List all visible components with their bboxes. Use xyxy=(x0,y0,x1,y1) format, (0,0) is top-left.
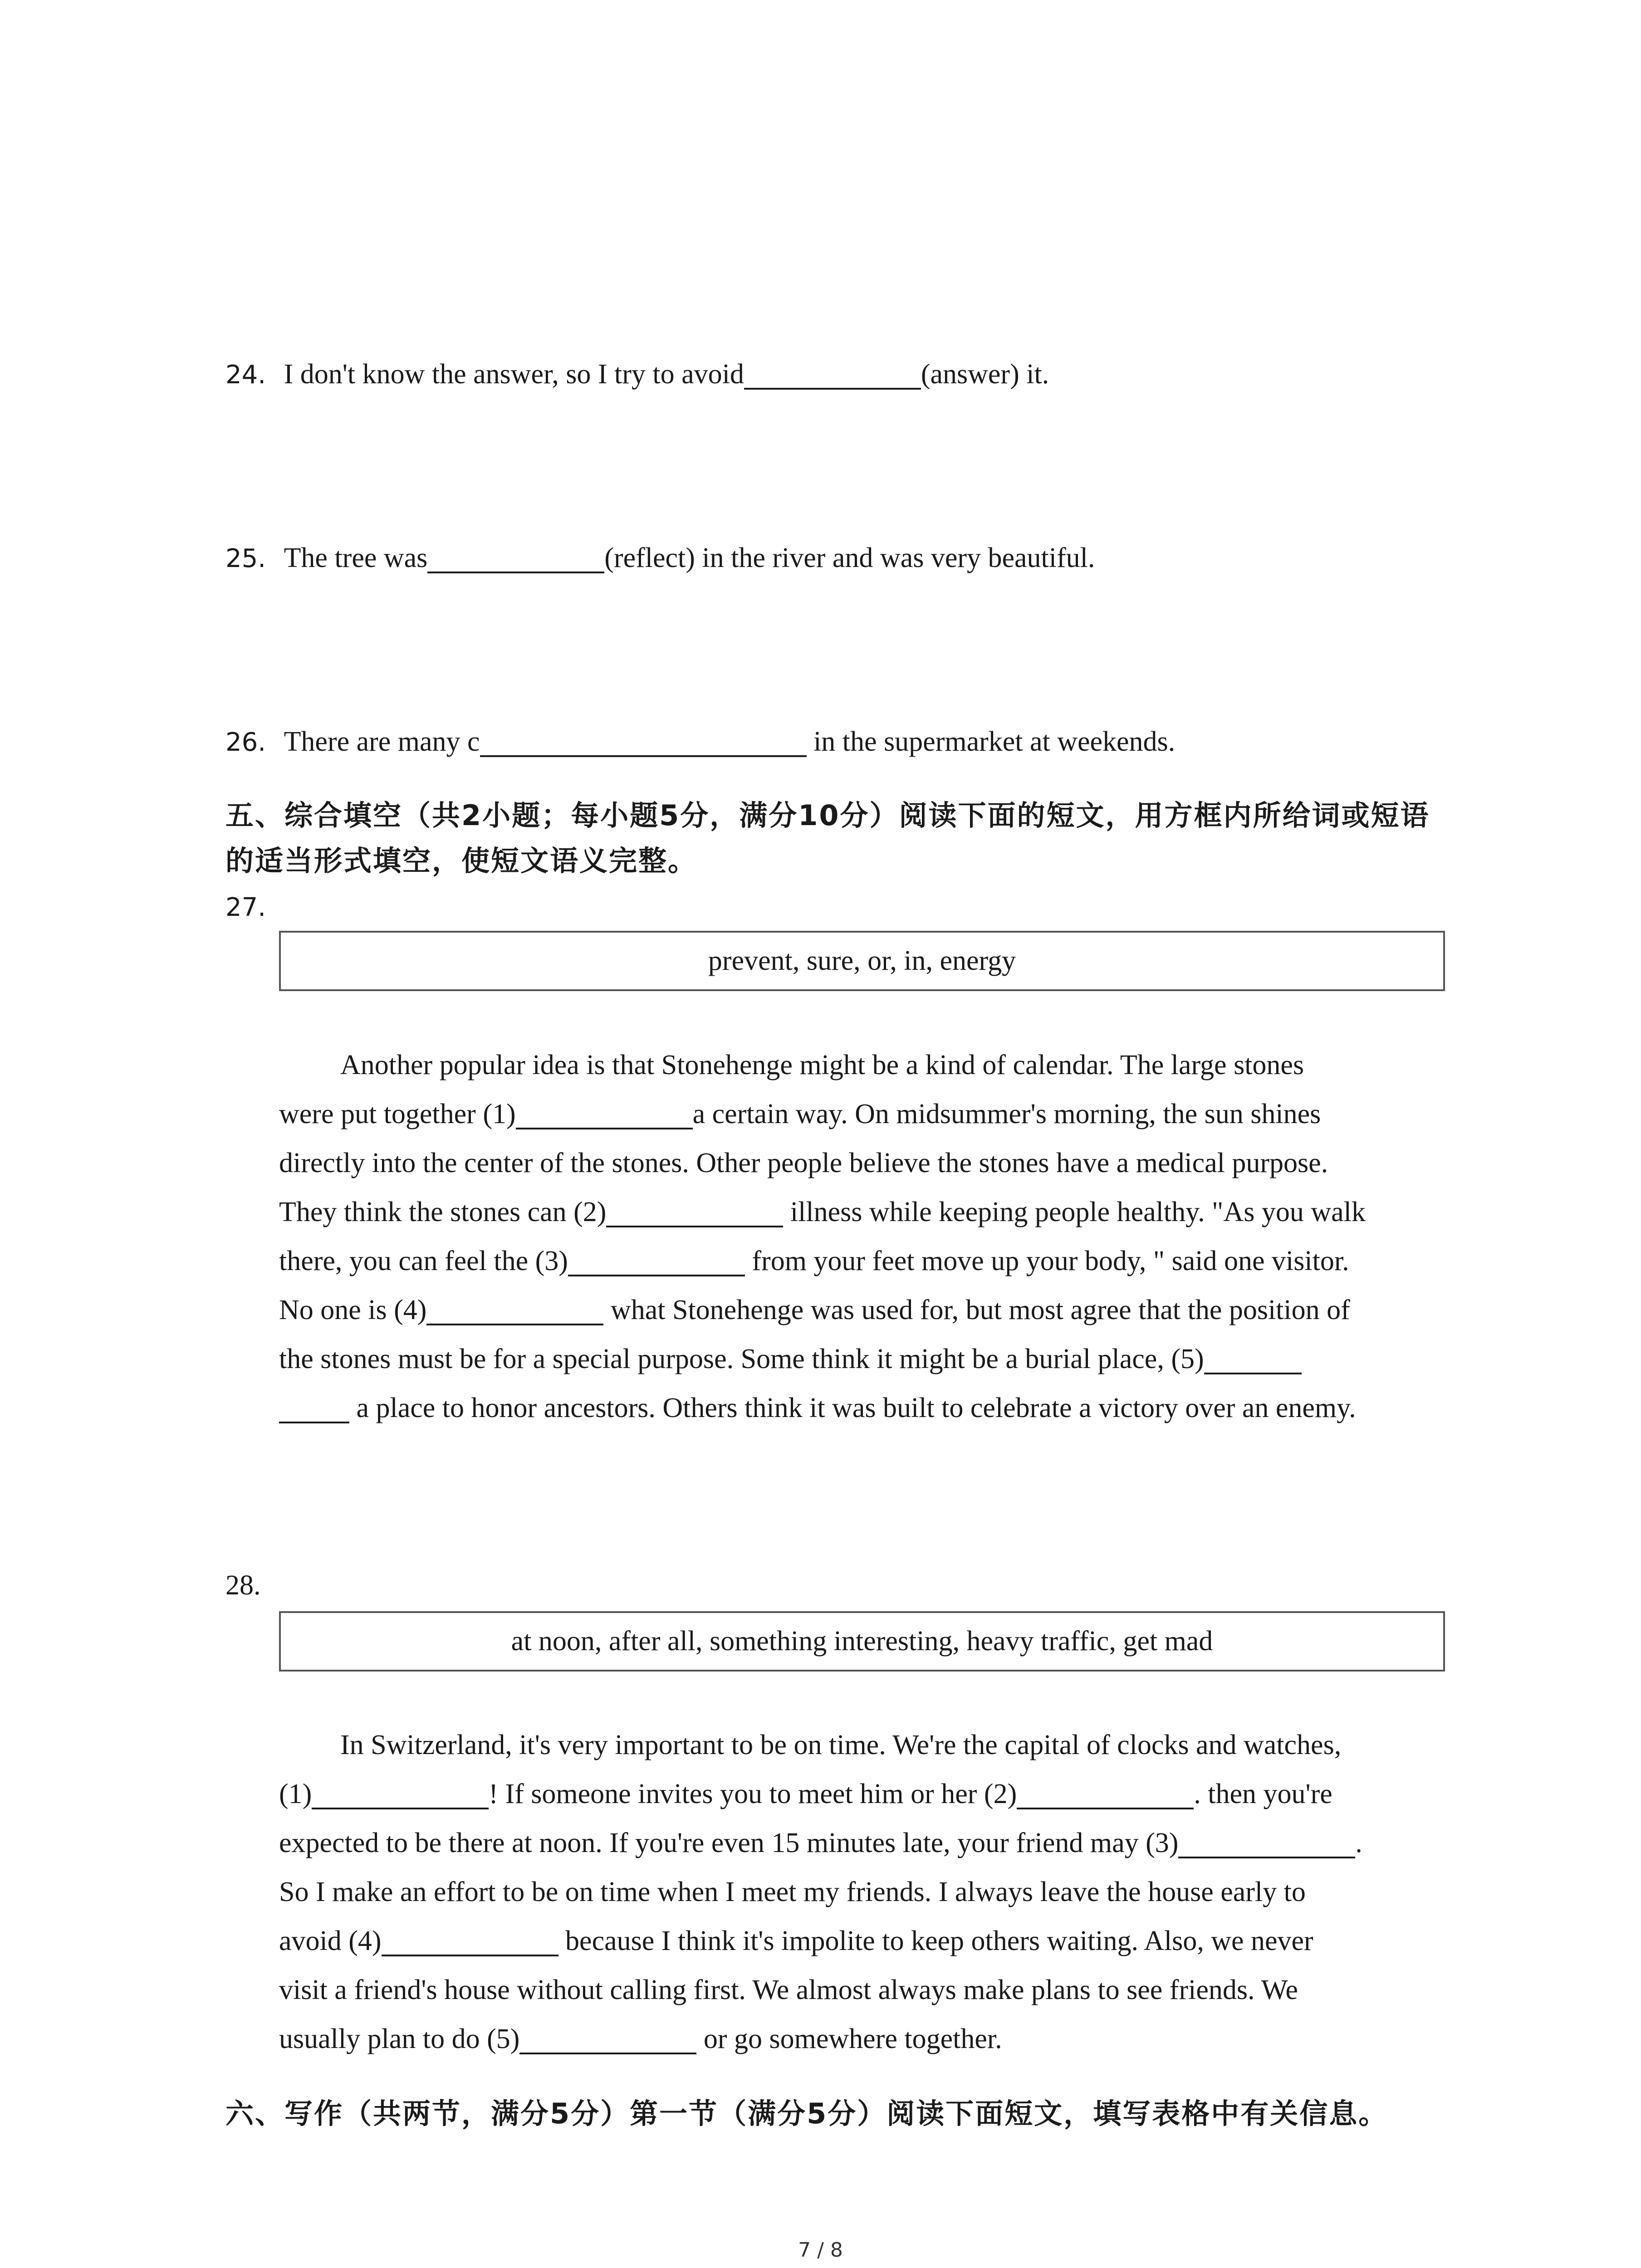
passage-text: So I make an effort to be on time when I meet my friends. I always leave the house early to xyxy=(279,1877,1306,1907)
passage-text: ! If someone invites you to meet him or her (2) xyxy=(489,1779,1017,1809)
blank-27-1[interactable] xyxy=(516,1103,693,1129)
question-text-before: The tree was xyxy=(284,543,428,573)
question-number: 24. xyxy=(225,360,266,390)
passage-text: (1) xyxy=(279,1779,312,1809)
blank-27-5[interactable] xyxy=(1204,1348,1302,1374)
word-box-text: prevent, sure, or, in, energy xyxy=(708,945,1016,976)
passage-text: visit a friend's house without calling first. We almost always make plans to see friends. We xyxy=(279,1975,1298,2005)
passage-27-line-3 xyxy=(279,1147,1328,1179)
passage-28-line-5 xyxy=(279,1925,1313,1957)
question-number: 26. xyxy=(225,728,266,757)
answer-blank[interactable] xyxy=(744,363,921,390)
passage-text: directly into the center of the stones. Other people believe the stones have a medical purpose. xyxy=(279,1148,1328,1178)
passage-28-line-6 xyxy=(279,1974,1298,2006)
question-24 xyxy=(225,358,1049,391)
question-text-after: in the supermarket at weekends. xyxy=(806,726,1176,757)
question-text-after: (reflect) in the river and was very beautiful. xyxy=(604,543,1095,573)
passage-text: a place to honor ancestors. Others think it was built to celebrate a victory over an enemy. xyxy=(349,1393,1356,1423)
passage-text: . xyxy=(1355,1828,1362,1858)
question-25 xyxy=(225,542,1095,574)
passage-27-line-6 xyxy=(279,1294,1350,1326)
passage-27-line-7 xyxy=(279,1343,1302,1375)
page-number: 7 / 8 xyxy=(798,2239,843,2262)
word-box-28 xyxy=(279,1611,1445,1672)
passage-text: from your feet move up your body, " said one visitor. xyxy=(745,1246,1349,1276)
passage-27-line-5 xyxy=(279,1245,1349,1277)
passage-text: illness while keeping people healthy. "As you walk xyxy=(783,1197,1366,1227)
passage-text: expected to be there at noon. If you're even 15 minutes late, your friend may (3) xyxy=(279,1828,1179,1858)
section-5-heading-line-2: 的适当形式填空，使短文语义完整。 xyxy=(225,844,698,877)
blank-28-3[interactable] xyxy=(1178,1832,1355,1858)
question-text-before: There are many c xyxy=(284,726,480,757)
passage-text: or go somewhere together. xyxy=(696,2024,1002,2054)
passage-text: a certain way. On midsummer's morning, the sun shines xyxy=(692,1099,1321,1129)
section-5-heading-line-1: 五、综合填空（共2小题；每小题5分，满分10分）阅读下面的短文，用方框内所给词或短语 xyxy=(225,799,1430,832)
answer-blank[interactable] xyxy=(427,547,604,573)
passage-text: what Stonehenge was used for, but most agree that the position of xyxy=(603,1295,1350,1325)
blank-28-4[interactable] xyxy=(382,1930,558,1956)
passage-28-line-7 xyxy=(279,2023,1002,2055)
question-text-before: I don't know the answer, so I try to avoid xyxy=(284,359,744,390)
passage-text: No one is (4) xyxy=(279,1295,427,1325)
passage-text: avoid (4) xyxy=(279,1926,382,1956)
blank-27-4[interactable] xyxy=(426,1299,603,1325)
passage-27-line-4 xyxy=(279,1196,1366,1228)
passage-27-line-2 xyxy=(279,1098,1321,1130)
passage-text: They think the stones can (2) xyxy=(279,1197,607,1227)
passage-text: because I think it's impolite to keep others waiting. Also, we never xyxy=(558,1926,1313,1956)
passage-27-line-1 xyxy=(340,1049,1304,1081)
question-number: 25. xyxy=(225,544,266,573)
question-text-after: (answer) it. xyxy=(921,359,1049,390)
passage-text: the stones must be for a special purpose. Some think it might be a burial place, (5) xyxy=(279,1344,1204,1374)
blank-27-5-continued[interactable] xyxy=(279,1397,349,1423)
passage-28-line-3 xyxy=(279,1827,1362,1859)
passage-28-line-1 xyxy=(340,1729,1341,1761)
question-28-number: 28. xyxy=(225,1570,261,1601)
passage-28-line-2 xyxy=(279,1778,1332,1810)
blank-28-1[interactable] xyxy=(312,1783,489,1809)
passage-text: were put together (1) xyxy=(279,1099,516,1129)
passage-28-line-4 xyxy=(279,1876,1306,1908)
word-box-27 xyxy=(279,931,1445,991)
passage-text: there, you can feel the (3) xyxy=(279,1246,568,1276)
question-26 xyxy=(225,726,1175,758)
blank-27-3[interactable] xyxy=(568,1250,745,1276)
blank-27-2[interactable] xyxy=(606,1201,783,1227)
passage-text: In Switzerland, it's very important to be on time. We're the capital of clocks and watches, xyxy=(340,1730,1342,1760)
passage-text: . then you're xyxy=(1194,1779,1332,1809)
passage-text: usually plan to do (5) xyxy=(279,2024,520,2054)
passage-text: Another popular idea is that Stonehenge might be a kind of calendar. The large stones xyxy=(340,1050,1304,1080)
section-6-heading: 六、写作（共两节，满分5分）第一节（满分5分）阅读下面短文，填写表格中有关信息。 xyxy=(225,2097,1388,2130)
answer-blank[interactable] xyxy=(480,731,807,757)
blank-28-2[interactable] xyxy=(1017,1783,1194,1809)
word-box-text: at noon, after all, something interesting, heavy traffic, get mad xyxy=(511,1626,1213,1657)
passage-27-line-8 xyxy=(279,1392,1356,1424)
question-27-number: 27. xyxy=(225,893,266,922)
blank-28-5[interactable] xyxy=(519,2028,696,2054)
